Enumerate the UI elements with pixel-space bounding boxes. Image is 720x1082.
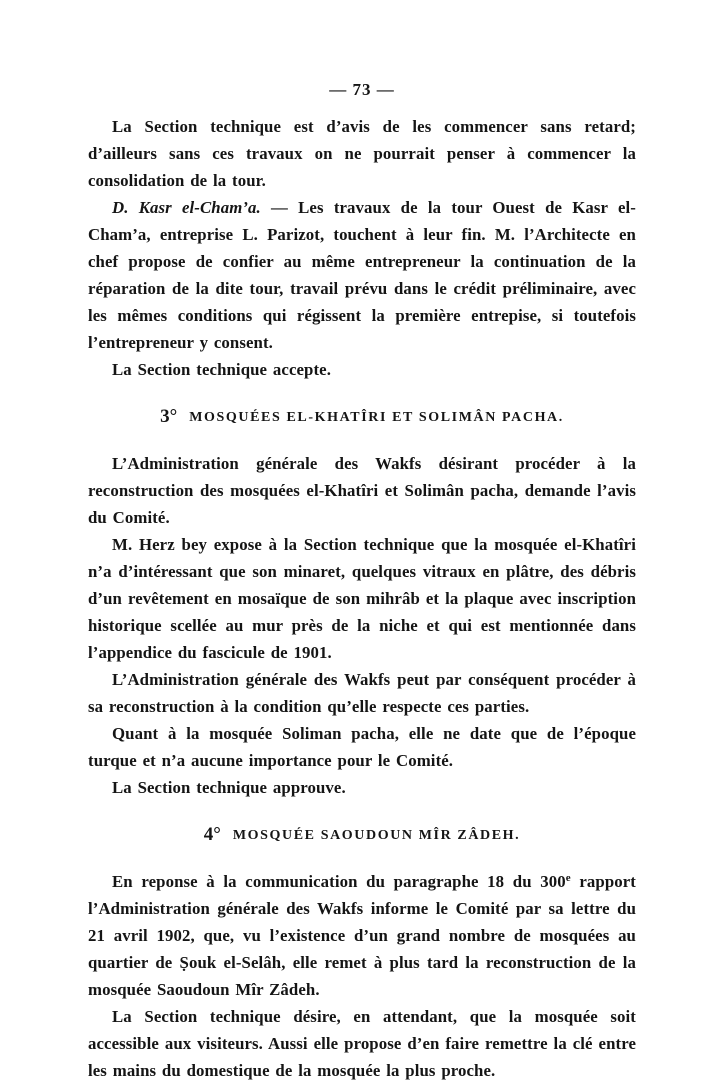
heading-number: 3° xyxy=(160,406,178,427)
paragraph: La Section technique accepte. xyxy=(112,360,332,379)
paragraph: L’Administration générale des Wakfs désirant procéder à la reconstruction des mosquées el-Khatîri et Solimân pacha, demande l’avis du Comité. xyxy=(88,454,636,527)
paragraph-text: rapport l’Administration générale des Wakfs informe le Comité par sa lettre du 21 avril 1902, que, vu l’existence d’un grand nombre de mosquées au quartier de Ṣouk el-Selâh, elle remet à plus tard la reconstruction de la mosquée Saoudoun Mîr Zâdeh. xyxy=(88,872,636,999)
paragraph: Quant à la mosquée Soliman pacha, elle ne date que de l’époque turque et n’a aucune importance pour le Comité. xyxy=(88,724,636,770)
paragraph: L’Administration générale des Wakfs peut par conséquent procéder à sa reconstruction à la condition qu’elle respecte ces parties. xyxy=(88,670,636,716)
heading-title: MOSQUÉE SAOUDOUN MÎR ZÂDEH. xyxy=(232,828,521,843)
paragraph xyxy=(88,868,636,1003)
paragraph-text: En reponse à la communication du paragraphe 18 du 300 xyxy=(112,872,566,891)
paragraph-lead-italic: D. Kasr el-Cham’a. xyxy=(112,198,261,217)
ordinal-superscript: e xyxy=(565,872,571,884)
paragraph: M. Herz bey expose à la Section technique que la mosquée el-Khatîri n’a d’intéressant que son minaret, quelques vitraux en plâtre, des débris d’un revêtement en mosaïque de son mihrâb et la plaque avec inscription historique scellée au mur près de la niche et qui est mentionnée dans l’appendice du fascicule de 1901. xyxy=(88,535,636,662)
paragraph: La Section technique désire, en attendant, que la mosquée soit accessible aux visiteurs. Aussi elle propose d’en faire remettre la clé entre les mains du domestique de la mosquée la plus proche. xyxy=(88,1007,636,1080)
paragraph xyxy=(88,194,636,356)
page-number: — 73 — xyxy=(329,80,395,99)
heading-number: 4° xyxy=(203,824,221,845)
paragraph: La Section technique est d’avis de les commencer sans retard; d’ailleurs sans ces travaux on ne pourrait penser à commencer la consolidation de la tour. xyxy=(88,117,636,190)
section-heading-4 xyxy=(88,823,636,848)
heading-title: MOSQUÉES EL-KHATÎRI ET SOLIMÂN PACHA. xyxy=(189,410,564,425)
paragraph-text: — Les travaux de la tour Ouest de Kasr el-Cham’a, entreprise L. Parizot, touchent à leur fin. M. l’Architecte en chef propose de confier au même entrepreneur la continuation de la réparation de la dite tour, travail prévu dans le crédit préliminaire, avec les mêmes conditions qui régissent la première entrepise, si toutefois l’entrepreneur y consent. xyxy=(88,198,636,352)
section-heading-3 xyxy=(88,405,636,430)
paragraph: La Section technique approuve. xyxy=(112,778,346,797)
